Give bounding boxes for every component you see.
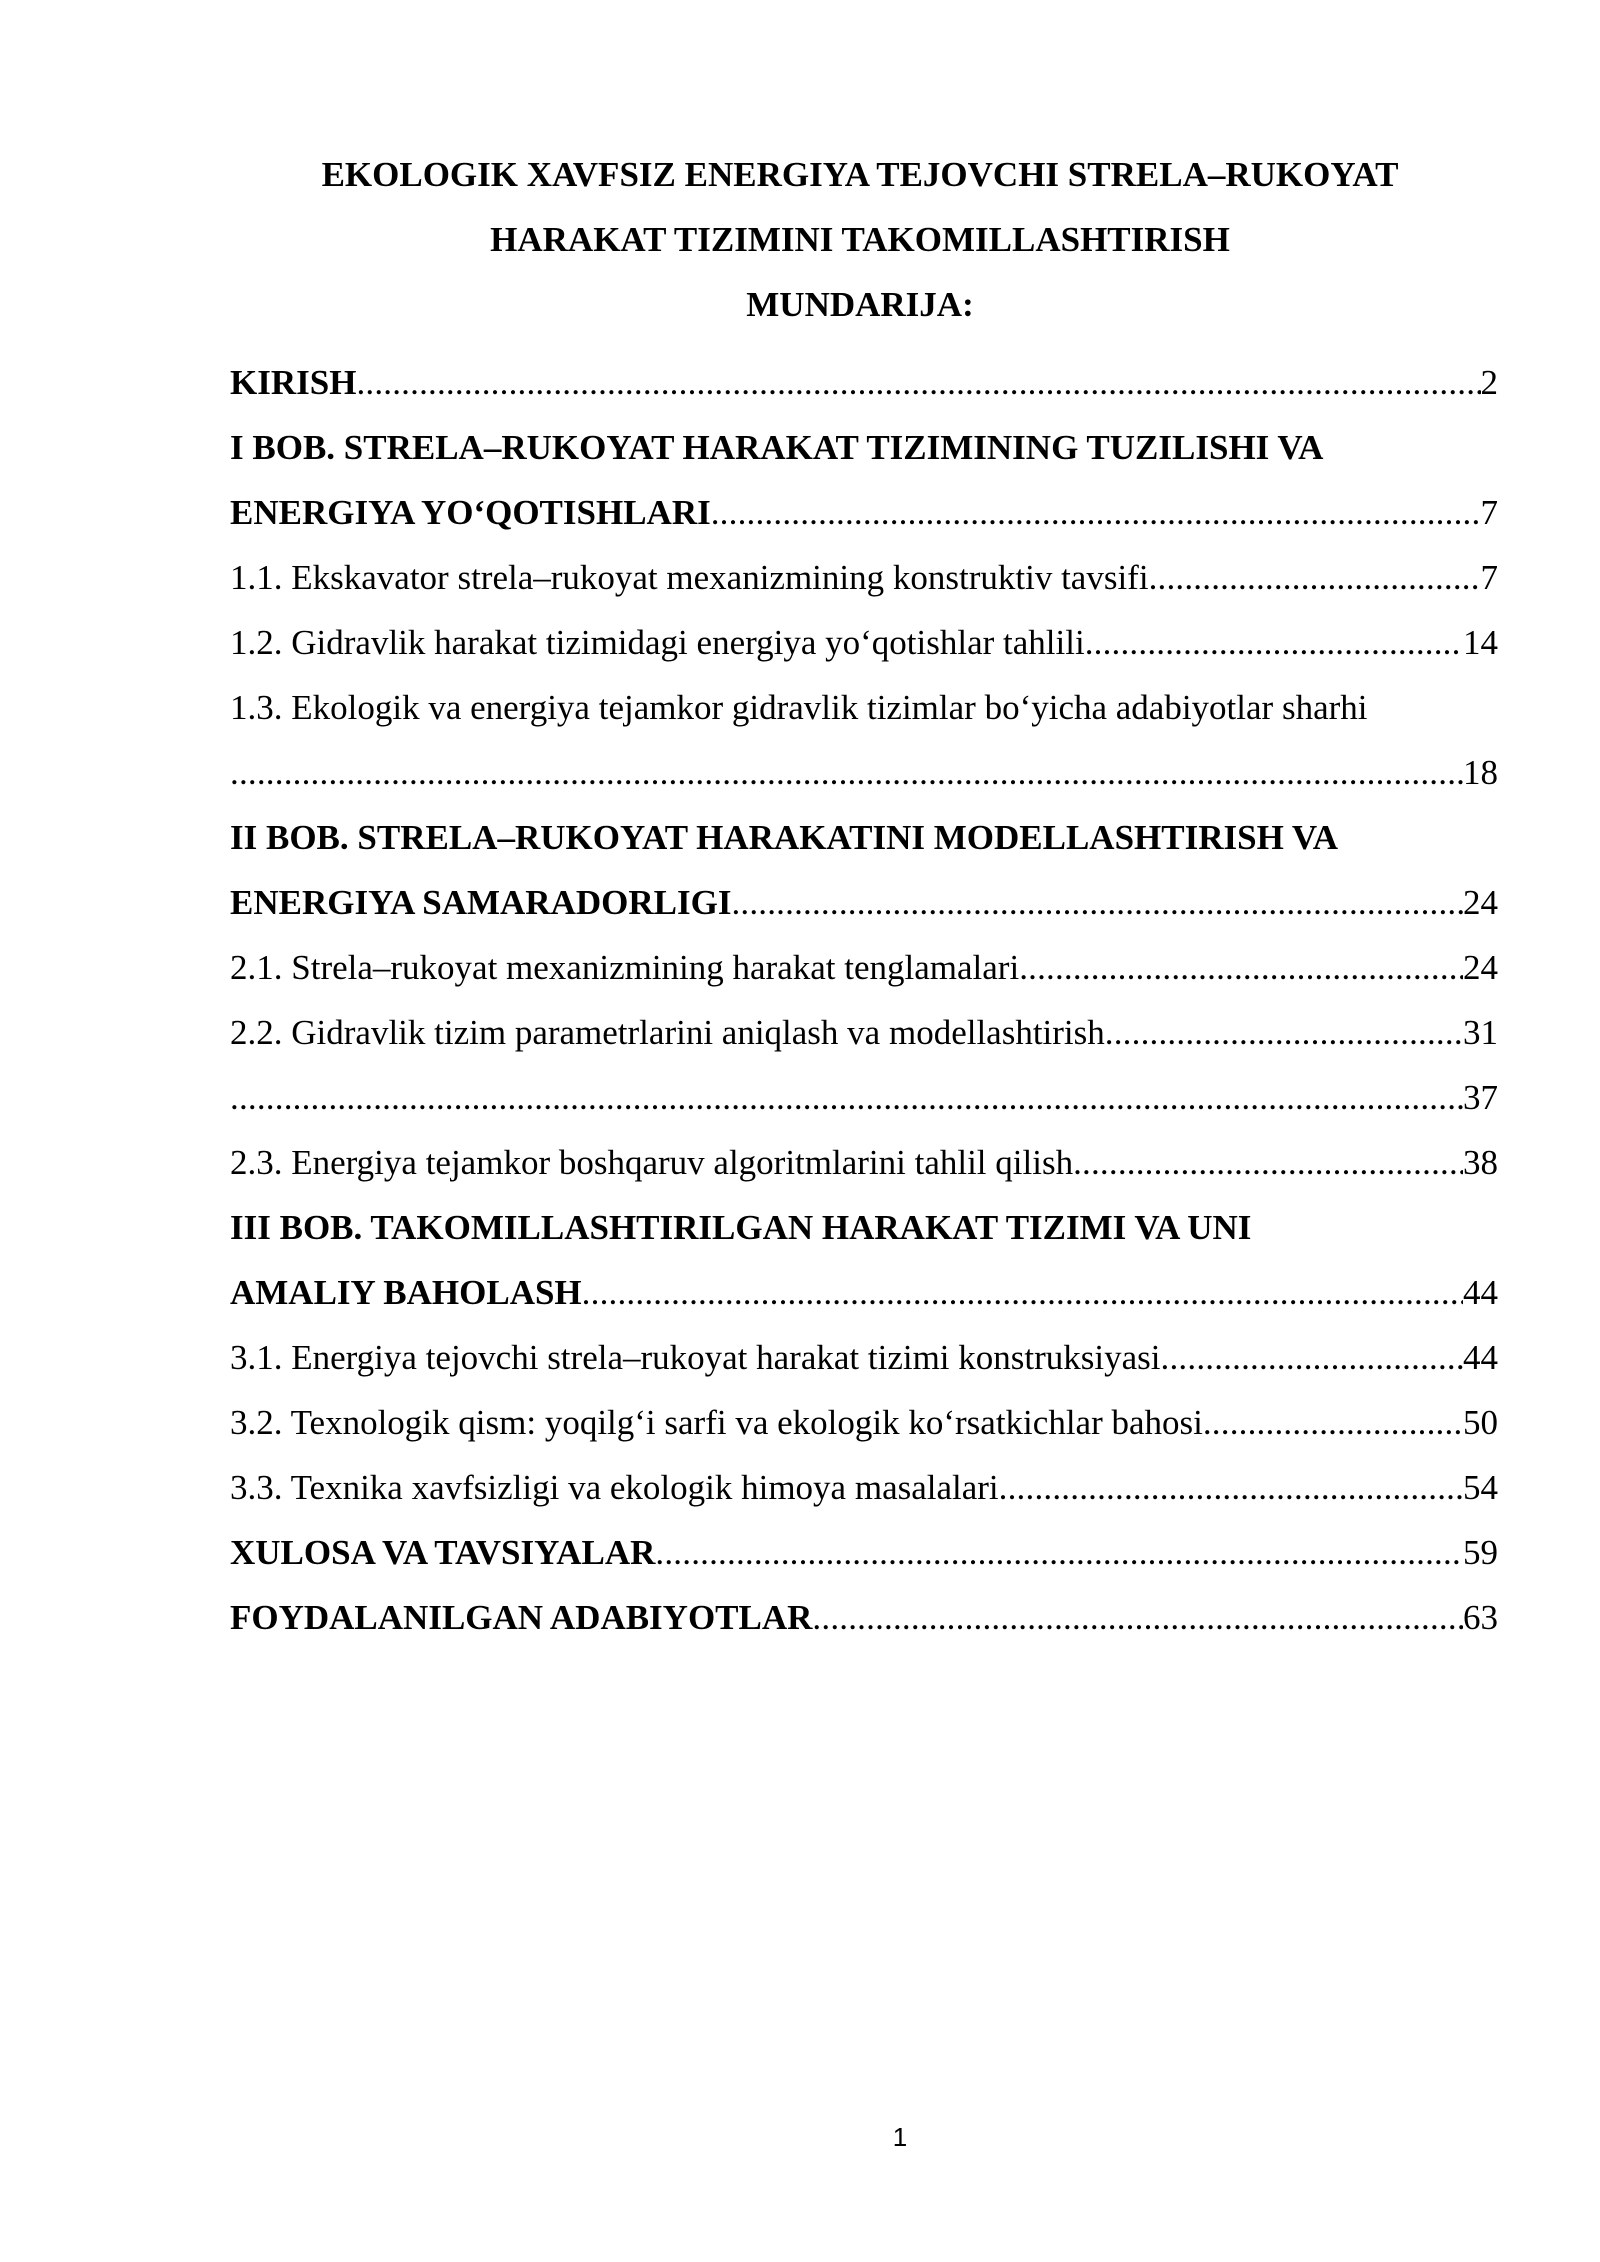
toc-entry[interactable]: [230, 545, 1498, 610]
toc-entry[interactable]: [230, 415, 1498, 480]
toc-entry-title: I BOB. STRELA–RUKOYAT HARAKAT TIZIMINING TUZILISHI VA: [230, 428, 1324, 467]
toc-entry[interactable]: [230, 1585, 1498, 1650]
toc-entry[interactable]: [230, 1260, 1498, 1325]
toc-entry[interactable]: [230, 1000, 1498, 1065]
toc-entry[interactable]: [230, 1325, 1498, 1390]
toc-entry[interactable]: [230, 870, 1498, 935]
toc-entry-title: 2.2. Gidravlik tizim parametrlarini aniqlash va modellashtirish: [230, 1013, 1105, 1052]
contents-heading: MUNDARIJA:: [746, 285, 974, 324]
toc-dot-leader: [230, 740, 1463, 805]
toc-entry-page-number: 63: [1463, 1598, 1498, 1637]
toc-entry-page-number: 44: [1463, 1338, 1498, 1377]
toc-entry-page-number: 37: [1463, 1078, 1498, 1117]
toc-dot-leader: [655, 1520, 1463, 1585]
toc-entry-page-number: 18: [1463, 753, 1498, 792]
toc-dot-leader: [356, 350, 1480, 415]
toc-entry[interactable]: [230, 1065, 1498, 1130]
toc-entry[interactable]: [230, 740, 1498, 805]
toc-entry-page-number: 2: [1480, 363, 1498, 402]
toc-entry-title: 3.1. Energiya tejovchi strela–rukoyat harakat tizimi konstruksiyasi: [230, 1338, 1161, 1377]
toc-entry[interactable]: [230, 675, 1498, 740]
toc-entry-page-number: 24: [1463, 883, 1498, 922]
toc-dot-leader: [812, 1585, 1463, 1650]
document-title-line-1: EKOLOGIK XAVFSIZ ENERGIYA TEJOVCHI STRELA–RUKOYAT: [321, 155, 1399, 194]
toc-entry-title: 1.1. Ekskavator strela–rukoyat mexanizmining konstruktiv tavsifi: [230, 558, 1149, 597]
toc-entry-page-number: 14: [1463, 623, 1498, 662]
toc-entry-title: KIRISH: [230, 363, 357, 402]
toc-entry-page-number: 7: [1480, 558, 1498, 597]
toc-entry-title: 3.3. Texnika xavfsizligi va ekologik himoya masalalari: [230, 1468, 999, 1507]
toc-dot-leader: [1085, 610, 1463, 675]
toc-entry-title: 2.3. Energiya tejamkor boshqaruv algoritmlarini tahlil qilish: [230, 1143, 1074, 1182]
toc-entry-title: ENERGIYA YO‘QOTISHLARI: [230, 493, 711, 532]
toc-entry[interactable]: [230, 1130, 1498, 1195]
toc-entry-page-number: 24: [1463, 948, 1498, 987]
toc-entry-title: 1.3. Ekologik va energiya tejamkor gidravlik tizimlar bo‘yicha adabiyotlar sharhi: [230, 688, 1368, 727]
toc-entry[interactable]: [230, 1195, 1498, 1260]
toc-dot-leader: [1019, 935, 1463, 1000]
page-number: 1: [892, 2122, 908, 2152]
toc-dot-leader: [999, 1455, 1463, 1520]
toc-entry-page-number: 38: [1463, 1143, 1498, 1182]
toc-entry[interactable]: [230, 480, 1498, 545]
toc-entry-title: FOYDALANILGAN ADABIYOTLAR: [230, 1598, 813, 1637]
toc-entry[interactable]: [230, 1390, 1498, 1455]
toc-dot-leader: [1073, 1130, 1463, 1195]
toc-entry-title: ENERGIYA SAMARADORLIGI: [230, 883, 732, 922]
toc-dot-leader: [1161, 1325, 1463, 1390]
toc-entry-page-number: 7: [1480, 493, 1498, 532]
toc-dot-leader: [1149, 545, 1481, 610]
toc-entry-title: 3.2. Texnologik qism: yoqilg‘i sarfi va ekologik ko‘rsatkichlar bahosi: [230, 1403, 1203, 1442]
toc-entry-page-number: 44: [1463, 1273, 1498, 1312]
toc-entry-title: 1.2. Gidravlik harakat tizimidagi energiya yo‘qotishlar tahlili: [230, 623, 1085, 662]
toc-entry-title: III BOB. TAKOMILLASHTIRILGAN HARAKAT TIZIMI VA UNI: [230, 1208, 1252, 1247]
toc-entry[interactable]: [230, 350, 1498, 415]
toc-dot-leader: [230, 1065, 1463, 1130]
toc-entry[interactable]: [230, 610, 1498, 675]
toc-entry-page-number: 59: [1463, 1533, 1498, 1572]
toc-dot-leader: [582, 1260, 1463, 1325]
toc-entry-title: II BOB. STRELA–RUKOYAT HARAKATINI MODELLASHTIRISH VA: [230, 818, 1338, 857]
toc-entry-title: AMALIY BAHOLASH: [230, 1273, 582, 1312]
toc-dot-leader: [711, 480, 1481, 545]
toc-dot-leader: [731, 870, 1463, 935]
toc-entry-title: XULOSA VA TAVSIYALAR: [230, 1533, 656, 1572]
toc-entry-page-number: 54: [1463, 1468, 1498, 1507]
toc-dot-leader: [1203, 1390, 1463, 1455]
document-title-line-2: HARAKAT TIZIMINI TAKOMILLASHTIRISH: [490, 220, 1230, 259]
toc-entry[interactable]: [230, 935, 1498, 1000]
toc-entry[interactable]: [230, 1520, 1498, 1585]
toc-entry-title: 2.1. Strela–rukoyat mexanizmining harakat tenglamalari: [230, 948, 1020, 987]
toc-entry[interactable]: [230, 1455, 1498, 1520]
toc-entry-page-number: 31: [1463, 1013, 1498, 1052]
table-of-contents: [230, 350, 1498, 1650]
toc-entry-page-number: 50: [1463, 1403, 1498, 1442]
toc-dot-leader: [1105, 1000, 1463, 1065]
toc-entry[interactable]: [230, 805, 1498, 870]
